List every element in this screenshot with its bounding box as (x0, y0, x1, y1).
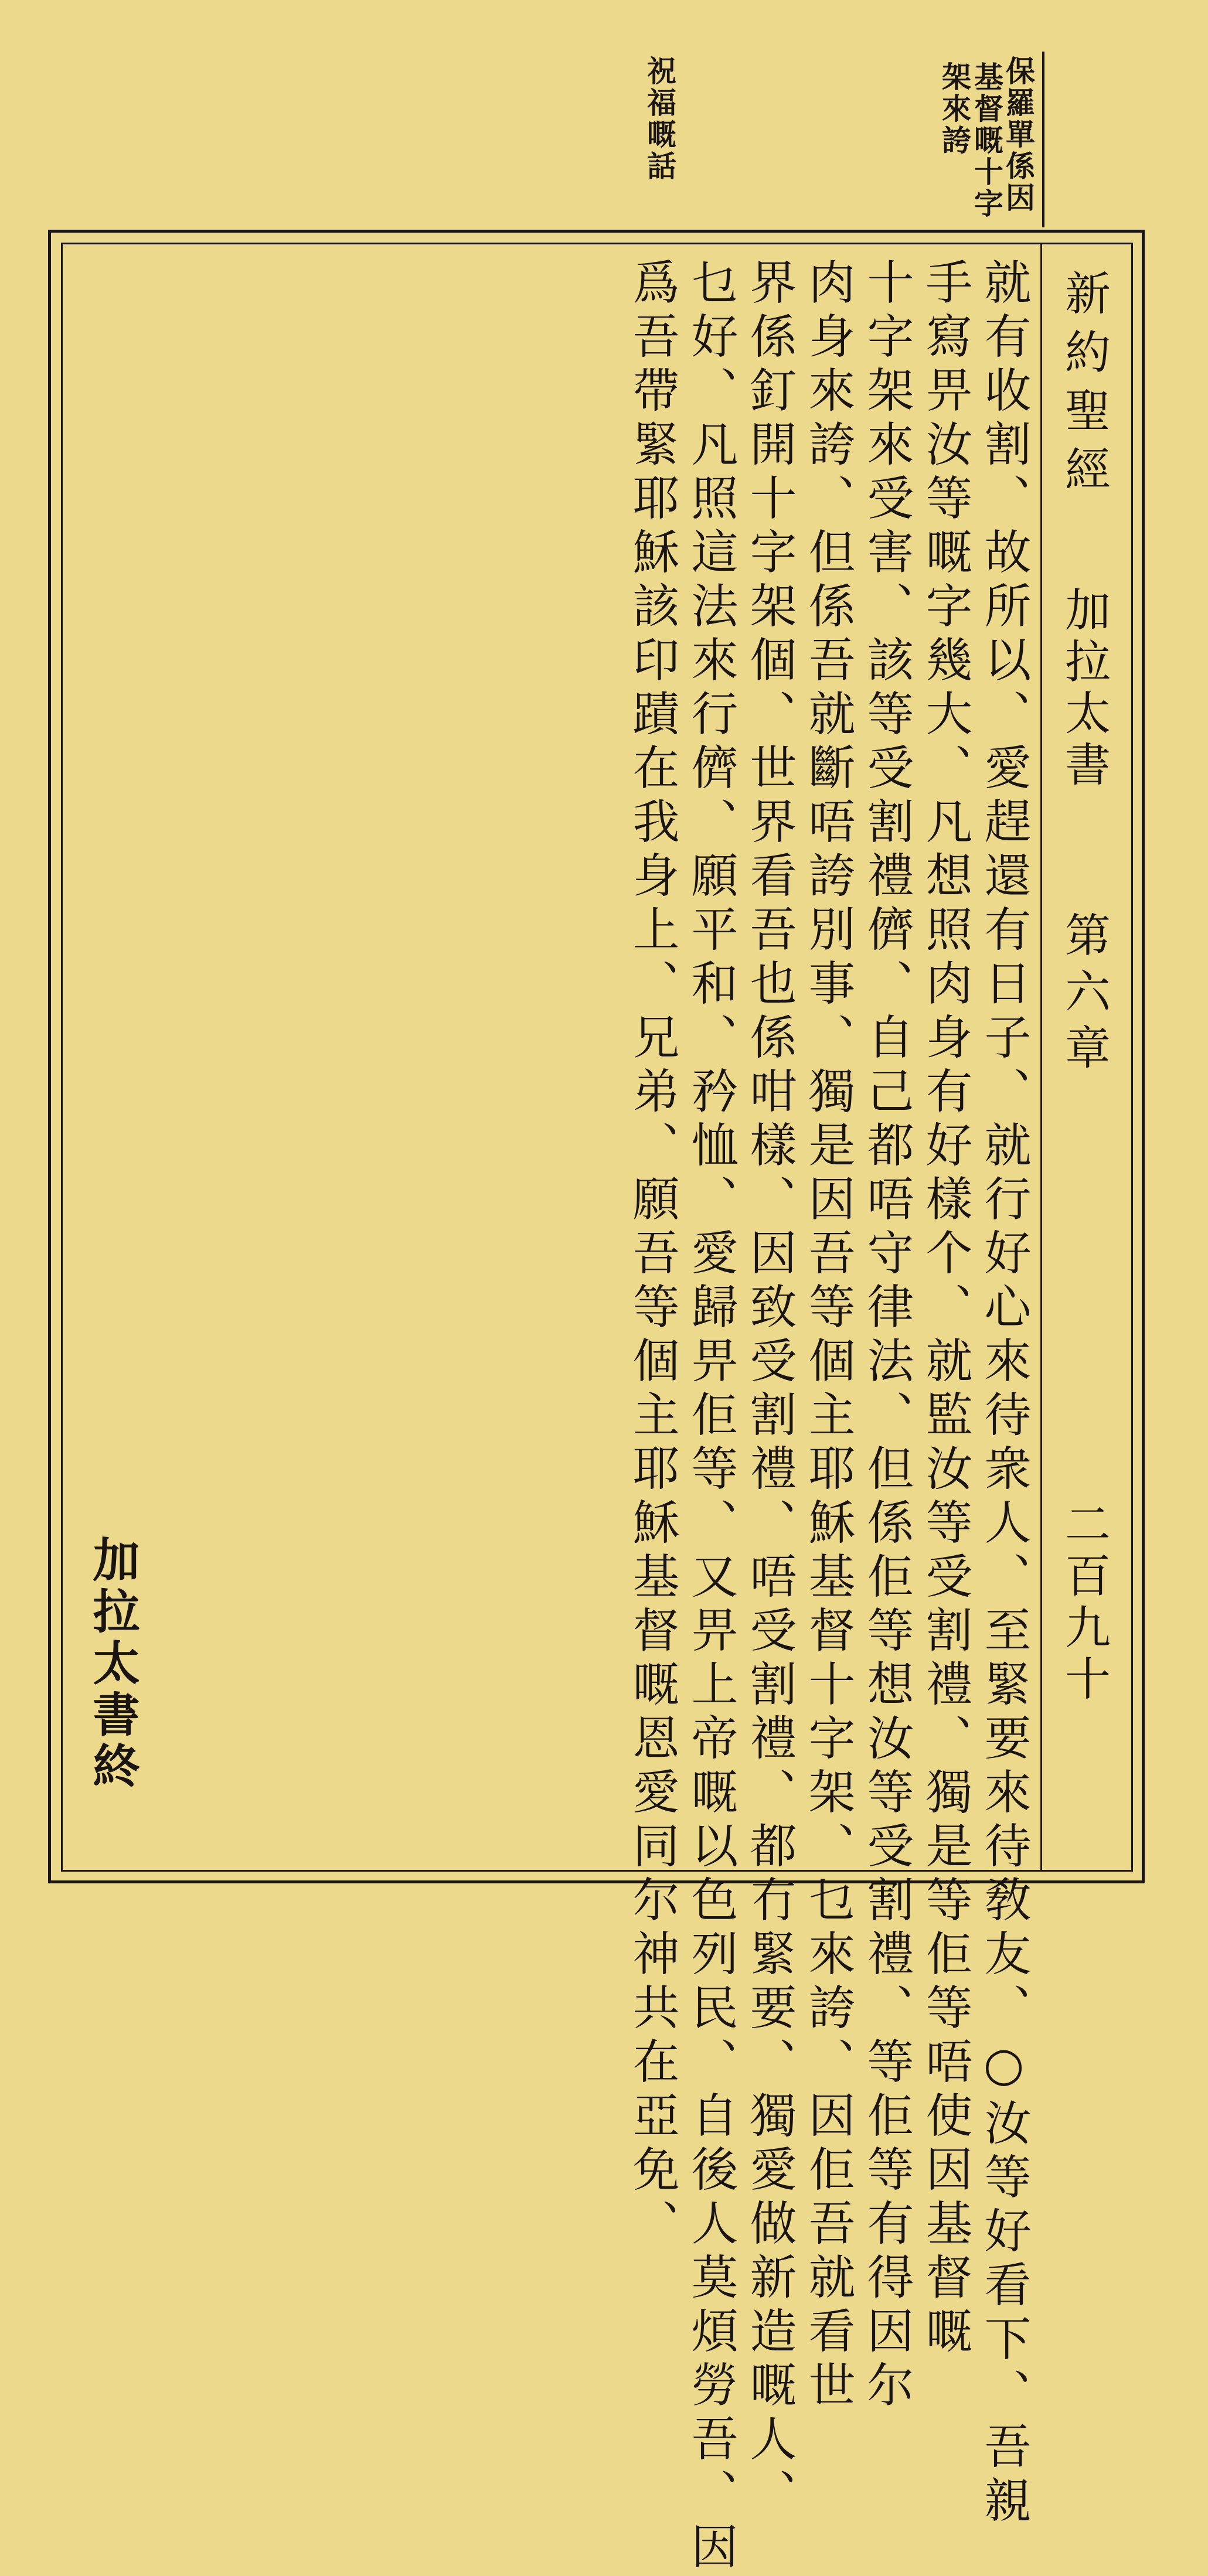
margin-note-4: 祝福嘅話 (642, 56, 677, 182)
margin-note-2: 基督嘅十字 (969, 62, 1004, 220)
body-column-7: 爲吾帶緊耶穌該印蹟在我身上、兄弟、願吾等個主耶穌基督嘅恩愛同尔神共在亞免、 (625, 258, 679, 2253)
margin-note-3: 架來誇 (937, 62, 972, 156)
header-book-title: 新約聖經 (1057, 270, 1110, 504)
body-column-4: 肉身來誇、但係吾就斷唔誇別事、獨是因吾等個主耶穌基督十字架、乜來誇、因佢吾就看世 (801, 258, 855, 2414)
body-column-2: 手寫畀汝等嘅字幾大、凡想照肉身有好樣个、就監汝等受割禮、獨是等佢等唔使因基督嘅 (918, 258, 972, 2360)
body-column-1: 就有收割、故所以、愛趕還有日子、就行好心來待衆人、至緊要來待敎友、○汝等好看下、吾親 (976, 258, 1031, 2530)
header-chapter: 第六章 (1057, 911, 1110, 1080)
header-rule (1040, 244, 1042, 1870)
header-epistle-title: 加拉太書 (1057, 586, 1110, 792)
body-column-3: 十字架來受害、該等受割禮儕、自己都唔守律法、但係佢等想汝等受割禮、等佢等有得因尔 (859, 258, 914, 2414)
margin-note-rule (1042, 52, 1044, 227)
margin-note-1: 保羅單係因 (1001, 56, 1036, 214)
book-end-mark: 加拉太書終 (85, 1535, 140, 1793)
bleed-through-marginal (76, 53, 104, 109)
header-page-number: 二百九十 (1057, 1500, 1110, 1706)
body-column-5: 界係釘開十字架個、世界看吾也係咁樣、因致受割禮、唔受割禮、都冇緊要、獨愛做新造嘅人、 (742, 258, 797, 2522)
body-column-6: 乜好、凡照這法來行儕、願平和、矜恤、愛歸畀佢等、又畀上帝嘅以色列民、自後人莫煩勞吾、因 (683, 258, 738, 2576)
